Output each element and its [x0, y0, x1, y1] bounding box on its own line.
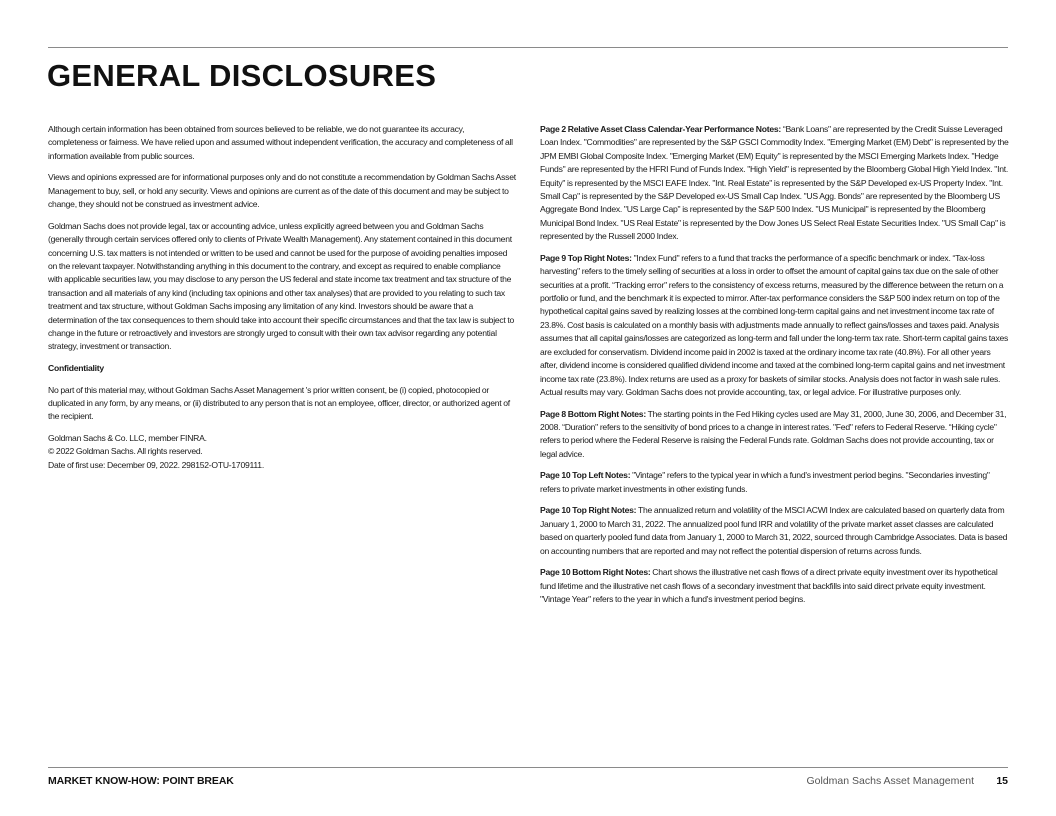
note-text: The starting points in the Fed Hiking cycles used are May 31, 2000, June 30, 2006, and December 31, 2008. “Duration" refers to the sensitivity of bond prices to a change in interest rates. "Fed" refers to Federal Reserve. “Hiking cycle" refers to period where the Federal Reserve is raising the Federal Funds rate. Goldman Sachs does not provide accounting, tax or legal advice.: [540, 408, 1007, 459]
note-label: Page 9 Top Right Notes:: [540, 252, 632, 263]
legal-line: © 2022 Goldman Sachs. All rights reserved.: [48, 446, 203, 457]
header-divider: [48, 47, 1008, 48]
brand-name: Goldman Sachs Asset Management: [806, 775, 974, 787]
disclosure-paragraph: Although certain information has been obtained from sources believed to be reliable, we do not guarantee its accuracy, completeness or fairness. We have relied upon and assumed without independent verification, the accuracy and completeness of all information available from public sources.: [48, 124, 513, 161]
note-page10-top-right: [540, 504, 1010, 558]
note-page10-bottom-right: [540, 566, 1010, 606]
note-label: Page 10 Bottom Right Notes:: [540, 567, 651, 578]
left-column: [48, 123, 516, 472]
right-column: [540, 123, 1010, 615]
page-title: GENERAL DISCLOSURES: [47, 58, 437, 93]
note-label: Page 10 Top Left Notes:: [540, 470, 631, 481]
page-number: 15: [996, 775, 1008, 787]
note-text: "Index Fund" refers to a fund that tracks the performance of a specific benchmark or index. “Tax-loss harvesting" refers to the timely selling of securities at a loss in order to offset the amount of capital gains tax due on the sale of other securities at a profit. “Tracking error" refers to the consistency of excess returns, measured by the difference between the return on a portfolio or fund, and the benchmark it is expected to mirror. After-tax performance considers the S&P 500 index return on top of the hypothetical capital gains saved by realizing losses at the combined long-term capital gains and net investment income tax rate of 23.8%. Cost basis is calculated on a monthly basis with adjustments made annually to reflect gains/losses and taxes paid. Analysis assumes that all capital gains/losses are categorized as long-term and fall under the long-term tax rate. Short-term capital gains taxes are excluded for conservatism. Dividend income paid in 2002 is taxed at the ordinary income tax rate (40.8%). For all other years after, dividend income is considered qualified dividend income and taxed at the combined long-term capital gains and net investment income tax rate (23.8%). Index returns are used as a proxy for baskets of similar stocks. Analysis does not factor in wash sale rules. Actual results may vary. Goldman Sachs does not provide accounting, tax, or legal advice. For illustrative purposes only.: [540, 252, 1009, 397]
note-label: Page 2 Relative Asset Class Calendar-Year Performance Notes:: [540, 124, 781, 134]
confidentiality-heading: Confidentiality: [48, 363, 104, 374]
publication-title: MARKET KNOW-HOW: POINT BREAK: [48, 775, 234, 787]
note-label: Page 8 Bottom Right Notes:: [540, 408, 646, 419]
disclosure-paragraph: Goldman Sachs does not provide legal, tax or accounting advice, unless explicitly agreed between you and Goldman Sachs (generally through certain services offered only to clients of Private Wealth Management). Any statement contained in this document concerning U.S. tax matters is not intended or written to be used and cannot be used for the purpose of avoiding penalties imposed on the relevant taxpayer. Notwithstanding anything in this document to the contrary, and except as required to enable compliance with applicable securities law, you may disclose to any person the US federal and state income tax treatment and tax structure of the transaction and all materials of any kind (including tax opinions and other tax analyses) that are provided to you relating to such tax treatment and tax structure, without Goldman Sachs imposing any limitation of any kind. Investors should be aware that a determination of the tax consequences to them should take into account their specific circumstances and that the tax law is subject to change in the future or retroactively and investors are strongly urged to consult with their own tax advisor regarding any potential strategy, investment or transaction.: [48, 220, 515, 352]
legal-lines: [48, 432, 516, 472]
note-page10-top-left: [540, 469, 1010, 496]
legal-line: Date of first use: December 09, 2022. 298152-OTU-1709111.: [48, 459, 264, 470]
note-text: The annualized return and volatility of the MSCI ACWI Index are calculated based on quarterly data from January 1, 2000 to March 31, 2022. The annualized pool fund IRR and volatility of the private market asset classes are calculated based on quarterly pooled fund data from January 1, 2000 to March 31, 2022, sourced through Cambridge Associates. Data is based on accounting numbers that are reported and may not reflect the potential dispersion of returns across funds.: [540, 505, 1008, 556]
confidentiality-text: No part of this material may, without Goldman Sachs Asset Management 's prior written consent, be (i) copied, photocopied or duplicated in any form, by any means, or (ii) distributed to any person that is not an employee, officer, director, or authorized agent of the recipient.: [48, 384, 510, 422]
note-text: “Bank Loans" are represented by the Credit Suisse Leveraged Loan Index. "Commodities" are represented by the S&P GSCI Commodity Index. "Emerging Market (EM) Debt" is represented by the JPM EMBI Global Composite Index. "Emerging Market (EM) Equity" is represented by the MSCI Emerging Markets Index. "Hedge Funds" are represented by the HFRI Fund of Funds Index. "High Yield" is represented by the Bloomberg Global High Yield Index. "Int. Equity" is represented by the MSCI EAFE Index. "Int. Real Estate" is represented by the S&P Developed ex-US Property Index. "Int. Small Cap" is represented by the S&P Developed ex-US Small Cap Index. "US Agg. Bonds" are represented by the Bloomberg US Aggregate Bond Index. "US Large Cap" is represented by the S&P 500 Index. "US Municipal" is represented by the Bloomberg Municipal Bond Index. "US Real Estate" is represented by the Dow Jones US Select Real Estate Securities Index. "US Small Cap" is represented by the Russell 2000 Index.: [540, 124, 1009, 242]
note-text: Chart shows the illustrative net cash flows of a direct private equity investment over its hypothetical fund lifetime and the illustrative net cash flows of a secondary investment that backfills into said direct private equity investment. "Vintage Year" refers to the year in which a fund's investment period begins.: [540, 567, 998, 604]
note-label: Page 10 Top Right Notes:: [540, 505, 637, 516]
note-text: "Vintage" refers to the typical year in which a fund's investment period begins. "Secondaries investing" refers to private market investments in other existing funds.: [540, 470, 990, 494]
footer-divider: [48, 767, 1008, 768]
note-page9: [540, 252, 1010, 399]
note-page2: [540, 123, 1010, 244]
note-page8: [540, 408, 1010, 462]
legal-line: Goldman Sachs & Co. LLC, member FINRA.: [48, 433, 207, 444]
disclosure-paragraph: Views and opinions expressed are for informational purposes only and do not constitute a recommendation by Goldman Sachs Asset Management to buy, sell, or hold any security. Views and opinions are current as of the date of this document and may be subject to change, they should not be construed as investment advice.: [48, 172, 516, 210]
